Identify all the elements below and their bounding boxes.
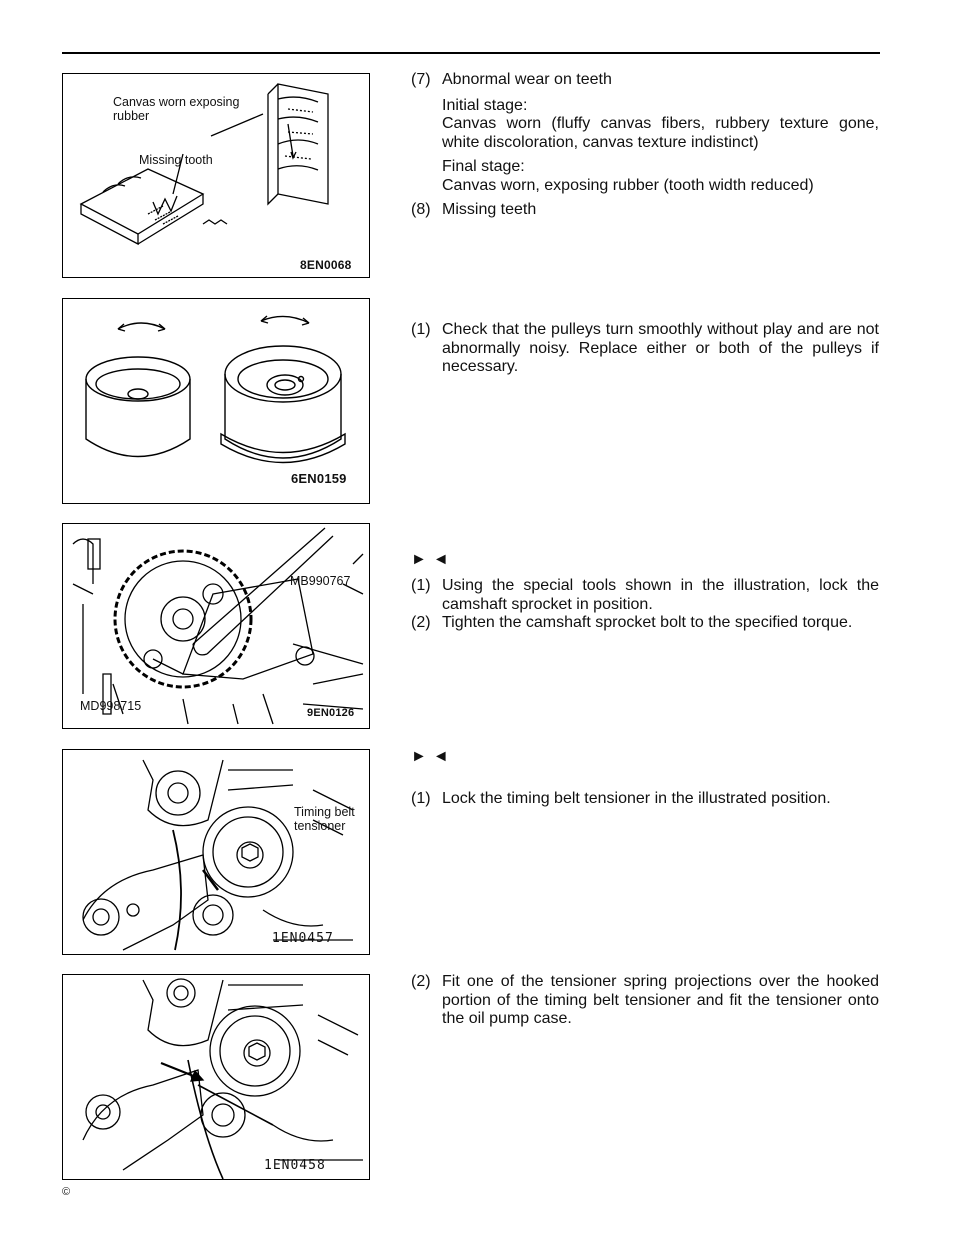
final-stage: [442, 158, 879, 195]
figure-belt-wear: [62, 73, 370, 278]
initial-stage: [442, 97, 879, 153]
item-text: Check that the pulleys turn smoothly without play and are not abnormally noisy. Replace either or both of the pulleys if necessary.: [442, 321, 879, 375]
item-text: Abnormal wear on teeth: [442, 71, 612, 88]
callout-canvas-worn: Canvas worn exposing rubber: [113, 95, 240, 123]
final-stage-label: Final stage:: [442, 158, 525, 175]
figure-tensioner-spring: [62, 974, 370, 1180]
item-text: Missing teeth: [442, 201, 537, 218]
item-number: (2): [411, 973, 431, 990]
item-number: (8): [411, 201, 431, 218]
tensioner-lock-illustration: [63, 750, 369, 954]
callout-md998715: MD998715: [80, 699, 142, 713]
figure-code: 8EN0068: [300, 258, 352, 272]
figure-sprocket-tools: [62, 523, 370, 729]
item-text: Fit one of the tensioner spring projections over the hooked portion of the timing belt tensioner and fit the tensioner onto the oil pump case.: [442, 973, 879, 1027]
initial-stage-text: Canvas worn (fluffy canvas fibers, rubbery texture gone, white discoloration, canvas texture indistinct): [442, 115, 879, 151]
header-rule: [62, 52, 880, 54]
figure-tensioner-lock: [62, 749, 370, 955]
initial-stage-label: Initial stage:: [442, 96, 528, 114]
procedure-symbol: ►◄: [411, 748, 455, 765]
figure-code: 6EN0159: [291, 471, 347, 486]
callout-mb990767: MB990767: [290, 574, 351, 588]
section-belt-wear: [411, 71, 879, 227]
item-text: Tighten the camshaft sprocket bolt to the specified torque.: [442, 614, 853, 631]
copyright-mark: ©: [62, 1186, 71, 1198]
section-sprocket: [411, 551, 879, 640]
procedure-symbol: ►◄: [411, 551, 455, 568]
figure-code: 1EN0458: [264, 1158, 326, 1173]
section-pulleys: [411, 321, 879, 384]
item-number: (2): [411, 614, 431, 631]
item-number: (1): [411, 577, 431, 594]
item-number: (1): [411, 321, 431, 338]
callout-missing-tooth: Missing tooth: [139, 153, 213, 167]
section-tensioner-spring: [411, 973, 879, 1036]
item-text: Lock the timing belt tensioner in the illustrated position.: [442, 790, 831, 807]
item-text: Using the special tools shown in the illustration, lock the camshaft sprocket in position.: [442, 577, 879, 613]
figure-code: 9EN0126: [307, 707, 355, 719]
section-tensioner: [411, 748, 879, 816]
callout-timing-belt-tensioner: Timing belt tensioner: [294, 805, 355, 833]
figure-code: 1EN0457: [272, 931, 334, 946]
tensioner-spring-illustration: [63, 975, 369, 1179]
sprocket-tools-illustration: [63, 524, 369, 728]
figure-pulleys: [62, 298, 370, 504]
item-number: (7): [411, 71, 431, 88]
item-number: (1): [411, 790, 431, 807]
final-stage-text: Canvas worn, exposing rubber (tooth width reduced): [442, 176, 814, 194]
